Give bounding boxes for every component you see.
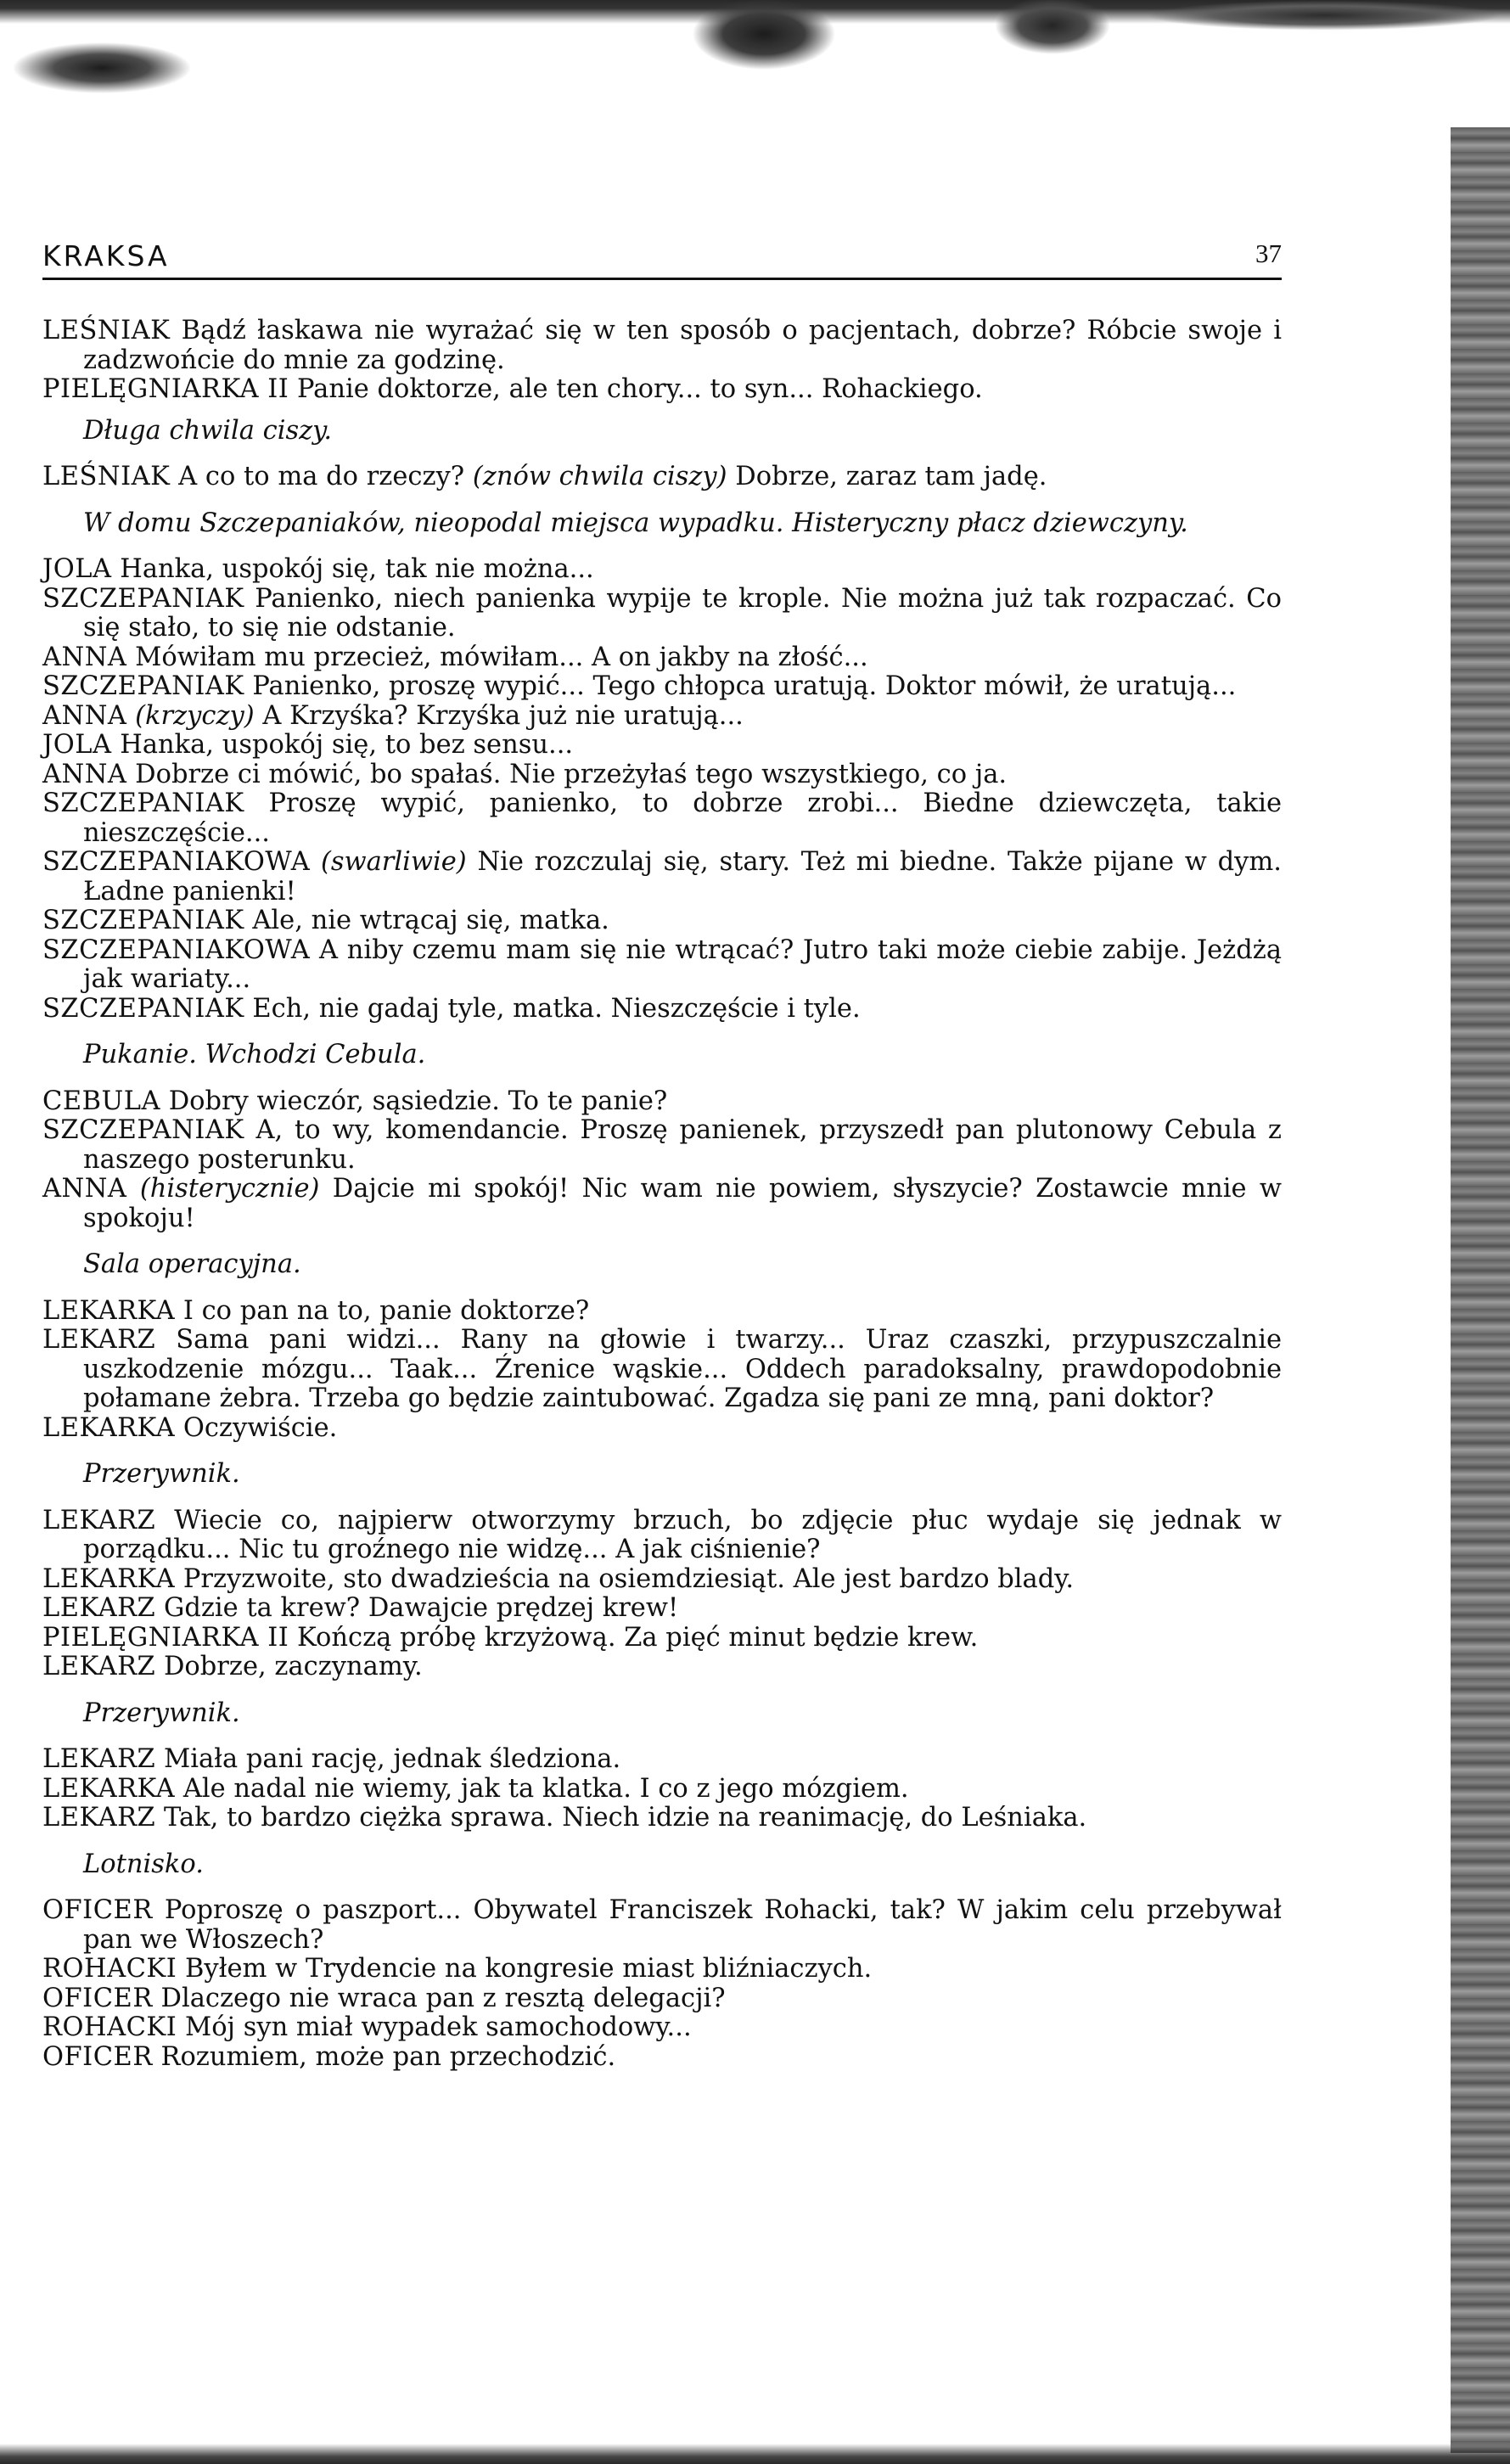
dialogue-text: Rozumiem, może pan przechodzić. xyxy=(160,2041,616,2072)
stage-direction-text: Sala operacyjna. xyxy=(83,1249,301,1279)
speaker-name: ANNA xyxy=(42,1174,127,1204)
dialogue-line xyxy=(42,789,1282,848)
dialogue-text: Oczywiście. xyxy=(182,1412,338,1443)
speaker-name: SZCZEPANIAK xyxy=(42,583,244,614)
dialogue-line xyxy=(42,1955,1282,1984)
speaker-name: SZCZEPANIAK xyxy=(42,671,244,701)
dialogue-text: Tak, to bardzo ciężka sprawa. Niech idzie na reanimację, do Leśniaka. xyxy=(163,1803,1087,1833)
stage-direction xyxy=(42,1250,1282,1280)
speaker-name: LEKARKA xyxy=(42,1412,176,1443)
stage-direction xyxy=(42,1699,1282,1729)
speaker-name: LEKARZ xyxy=(42,1505,156,1535)
speaker-name: LEKARKA xyxy=(42,1773,176,1804)
dialogue-line xyxy=(42,1594,1282,1624)
dialogue-text: A, to wy, komendancie. Proszę panienek, przyszedł pan plutonowy Cebula z naszego posterunku. xyxy=(83,1115,1283,1175)
scan-edge-right xyxy=(1451,127,1510,2453)
speaker-name: ROHACKI xyxy=(42,2012,177,2042)
dialogue-line xyxy=(42,848,1282,906)
dialogue-text: Byłem w Trydencie na kongresie miast bliźniaczych. xyxy=(184,1954,873,1984)
speaker-name: JOLA xyxy=(42,554,112,584)
dialogue-line xyxy=(42,463,1282,492)
speaker-name: LEKARZ xyxy=(42,1652,156,1681)
dialogue-text: Dobrze ci mówić, bo spałaś. Nie przeżyłaś tego wszystkiego, co ja. xyxy=(135,759,1008,789)
dialogue-text: I co pan na to, panie doktorze? xyxy=(182,1295,590,1326)
running-title: KRAKSA xyxy=(42,239,170,272)
dialogue-line xyxy=(42,1507,1282,1565)
dialogue-line xyxy=(42,1775,1282,1805)
speaker-name: SZCZEPANIAK xyxy=(42,993,244,1024)
dialogue-text: Sama pani widzi... Rany na głowie i twarzy... Uraz czaszki, przypuszczalnie uszkodzenie mózgu... Taak... Źrenice wąskie... Oddech paradoksalny, prawdopodobnie połamane żebra. Trzeba go będzie zaintubować. Zgadza się pani ze mną, pani doktor? xyxy=(83,1325,1283,1413)
speaker-name: PIELĘGNIARKA II xyxy=(42,1622,289,1653)
dialogue-text: Panienko, proszę wypić... Tego chłopca uratują. Doktor mówił, że uratują... xyxy=(252,671,1237,701)
stage-direction xyxy=(42,509,1282,539)
speaker-name: ANNA xyxy=(42,642,127,672)
stage-direction-text: Przerywnik. xyxy=(83,1698,240,1728)
dialogue-text: Dobry wieczór, sąsiedzie. To te panie? xyxy=(168,1086,668,1116)
speaker-name: ROHACKI xyxy=(42,1954,177,1984)
stage-direction xyxy=(42,1460,1282,1490)
speaker-name: LEKARZ xyxy=(42,1744,156,1774)
page-number: 37 xyxy=(1255,239,1282,268)
speaker-name: OFICER xyxy=(42,1895,153,1925)
speaker-name: JOLA xyxy=(42,730,112,760)
dialogue-line xyxy=(42,1565,1282,1595)
dialogue-text: Proszę wypić, panienko, to dobrze zrobi... Biedne dziewczęta, takie nieszczęście... xyxy=(83,789,1282,848)
dialogue-text: Nie rozczulaj się, stary. Też mi biedne. Także pijane w dym. Ładne panienki! xyxy=(83,847,1282,906)
dialogue-text: A co to ma do rzeczy? xyxy=(178,462,465,491)
dialogue-line xyxy=(42,1175,1282,1233)
speaker-name: LEKARZ xyxy=(42,1803,156,1833)
dialogue-text: A niby czemu mam się nie wtrącać? Jutro taki może ciebie zabije. Jeżdżą jak wariaty... xyxy=(83,935,1282,994)
dialogue-text: Hanka, uspokój się, to bez sensu... xyxy=(120,730,574,760)
dialogue-text: Dobrze, zaraz tam jadę. xyxy=(735,462,1047,491)
parenthetical-direction: (swarliwie) xyxy=(320,847,467,877)
dialogue-text: Hanka, uspokój się, tak nie można... xyxy=(120,554,594,584)
dialogue-line xyxy=(42,1984,1282,2014)
parenthetical-direction: (znów chwila ciszy) xyxy=(472,462,727,491)
dialogue-line xyxy=(42,643,1282,673)
dialogue-line xyxy=(42,1297,1282,1327)
dialogue-line xyxy=(42,317,1282,375)
speaker-name: OFICER xyxy=(42,1983,153,2013)
dialogue-line xyxy=(42,2043,1282,2073)
speaker-name: SZCZEPANIAK xyxy=(42,1115,244,1145)
stage-direction-text: Pukanie. Wchodzi Cebula. xyxy=(83,1040,426,1069)
dialogue-line xyxy=(42,995,1282,1024)
dialogue-line xyxy=(42,375,1282,405)
dialogue-text: Mówiłam mu przecież, mówiłam... A on jakby na złość... xyxy=(135,642,868,672)
dialogue-line xyxy=(42,1087,1282,1117)
stage-direction-text: W domu Szczepaniaków, nieopodal miejsca wypadku. Histeryczny płacz dziewczyny. xyxy=(83,508,1188,538)
dialogue-line xyxy=(42,702,1282,732)
dialogue-line xyxy=(42,936,1282,995)
dialogue-text: Ale, nie wtrącaj się, matka. xyxy=(252,906,609,935)
speaker-name: SZCZEPANIAK xyxy=(42,789,244,818)
dialogue-text: Gdzie ta krew? Dawajcie prędzej krew! xyxy=(163,1593,679,1623)
stage-direction xyxy=(42,1041,1282,1070)
stage-direction xyxy=(42,1850,1282,1880)
dialogue-text: Mój syn miał wypadek samochodowy... xyxy=(184,2012,692,2042)
scan-edge-bottom xyxy=(0,2444,1510,2464)
stage-direction-text: Długa chwila ciszy. xyxy=(83,415,333,446)
speaker-name: ANNA xyxy=(42,700,127,731)
dialogue-line xyxy=(42,1414,1282,1444)
dialogue-text: Wiecie co, najpierw otworzymy brzuch, bo zdjęcie płuc wydaje się jednak w porządku... Nic tu groźnego nie widzę... A jak ciśnienie? xyxy=(83,1505,1282,1564)
dialogue-text: Ale nadal nie wiemy, jak ta klatka. I co z jego mózgiem. xyxy=(182,1773,909,1804)
dialogue-text: Panie doktorze, ale ten chory... to syn... Rohackiego. xyxy=(297,374,983,404)
scan-edge-top xyxy=(0,0,1510,119)
dialogue-line xyxy=(42,731,1282,761)
speaker-name: LEKARZ xyxy=(42,1325,156,1355)
speaker-name: LEKARKA xyxy=(42,1563,176,1594)
speaker-name: ANNA xyxy=(42,759,127,789)
dialogue-text: Panienko, niech panienka wypije te krople. Nie można już tak rozpaczać. Co się stało, to się nie odstanie. xyxy=(83,583,1282,643)
dialogue-line xyxy=(42,1745,1282,1775)
dialogue-text: Kończą próbę krzyżową. Za pięć minut będzie krew. xyxy=(297,1622,979,1653)
speaker-name: LEKARZ xyxy=(42,1593,156,1623)
dialogue-line xyxy=(42,585,1282,643)
dialogue-line xyxy=(42,1896,1282,1955)
dialogue-text: Ech, nie gadaj tyle, matka. Nieszczęście i tyle. xyxy=(252,993,861,1024)
speaker-name: SZCZEPANIAKOWA xyxy=(42,935,311,965)
dialogue-text: A Krzyśka? Krzyśka już nie uratują... xyxy=(262,700,744,731)
parenthetical-direction: (histerycznie) xyxy=(139,1174,320,1204)
speaker-name: LEKARKA xyxy=(42,1295,176,1326)
speaker-name: SZCZEPANIAKOWA xyxy=(42,847,311,877)
speaker-name: CEBULA xyxy=(42,1086,160,1116)
page-header xyxy=(42,227,1282,280)
dialogue-text: Przyzwoite, sto dwadzieścia na osiemdziesiąt. Ale jest bardzo blady. xyxy=(182,1563,1075,1594)
dialogue-text: Miała pani rację, jednak śledziona. xyxy=(163,1744,621,1774)
dialogue-line xyxy=(42,1116,1282,1175)
dialogue-line xyxy=(42,761,1282,790)
dialogue-text: Dlaczego nie wraca pan z resztą delegacji? xyxy=(160,1983,726,2013)
dialogue-line xyxy=(42,1624,1282,1653)
stage-direction-text: Przerywnik. xyxy=(83,1459,240,1489)
speaker-name: LEŚNIAK xyxy=(42,462,171,491)
speaker-name: SZCZEPANIAK xyxy=(42,906,244,935)
dialogue-text: Poproszę o paszport... Obywatel Franciszek Rohacki, tak? W jakim celu przebywał pan we Włoszech? xyxy=(83,1895,1282,1955)
dialogue-line xyxy=(42,555,1282,585)
speaker-name: LEŚNIAK xyxy=(42,316,171,345)
dialogue-line xyxy=(42,2013,1282,2043)
dialogue-text: Dobrze, zaczynamy. xyxy=(163,1652,423,1681)
stage-direction-text: Lotnisko. xyxy=(83,1849,204,1879)
dialogue-text: Bądź łaskawa nie wyrażać się w ten sposób o pacjentach, dobrze? Róbcie swoje i zadzwońcie do mnie za godzinę. xyxy=(83,316,1282,375)
script-text xyxy=(42,317,1282,2072)
dialogue-line xyxy=(42,1804,1282,1833)
dialogue-line xyxy=(42,1326,1282,1414)
speaker-name: PIELĘGNIARKA II xyxy=(42,374,289,404)
dialogue-line xyxy=(42,1653,1282,1682)
parenthetical-direction: (krzyczy) xyxy=(135,700,255,731)
dialogue-text: Dajcie mi spokój! Nic wam nie powiem, słyszycie? Zostawcie mnie w spokoju! xyxy=(83,1174,1282,1233)
speaker-name: OFICER xyxy=(42,2041,153,2072)
dialogue-line xyxy=(42,906,1282,936)
dialogue-line xyxy=(42,672,1282,702)
stage-direction xyxy=(42,417,1282,446)
